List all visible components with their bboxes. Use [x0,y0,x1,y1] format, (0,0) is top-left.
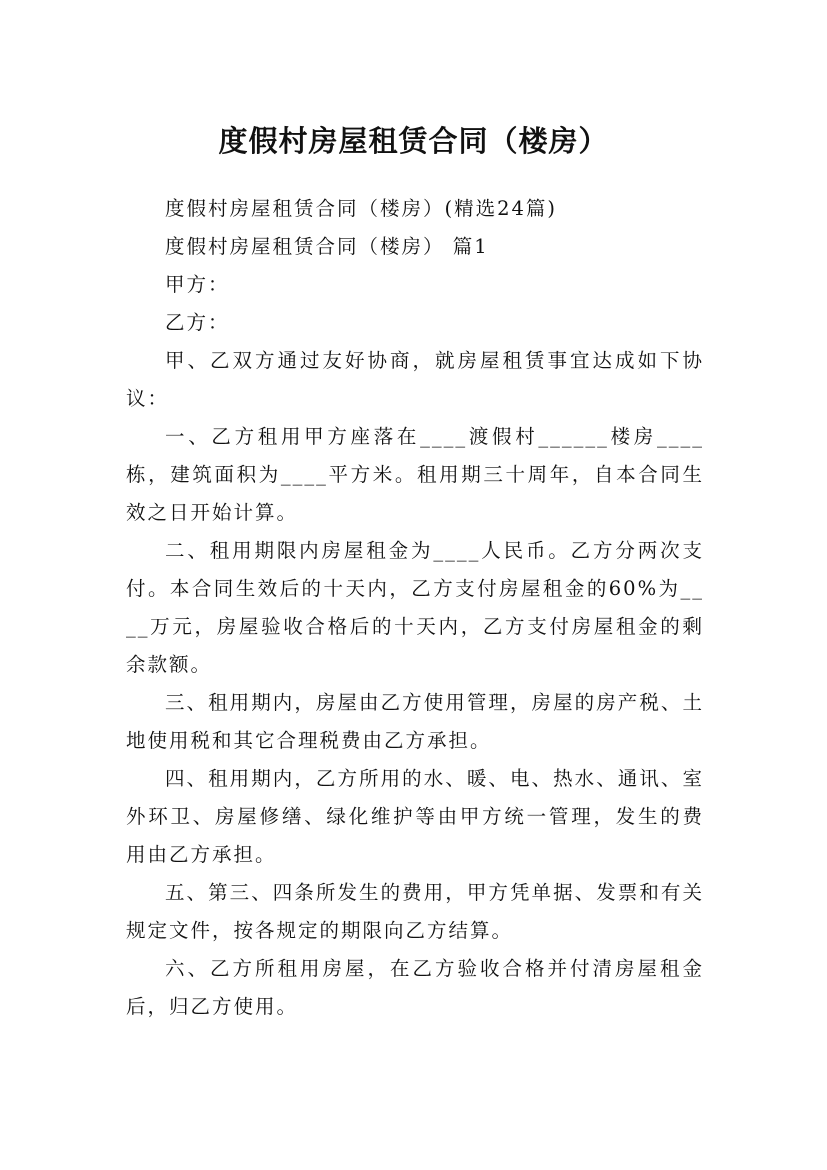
document-title: 度假村房屋租赁合同（楼房） [218,124,609,159]
clause-6: 六、乙方所租用房屋，在乙方验收合格并付清房屋租金后，归乙方使用。 [126,957,704,1018]
party-b-line: 乙方： [165,311,230,334]
clause-2: 二、租用期限内房屋租金为____人民币。乙方分两次支付。本合同生效后的十天内，乙方支付房屋租金的60%为____万元，房屋验收合格后的十天内，乙方支付房屋租金的剩余款额。 [126,539,704,676]
party-a-line: 甲方： [165,273,230,296]
document-body [126,190,704,1026]
clause-1: 一、乙方租用甲方座落在____渡假村______楼房____栋，建筑面积为____平方米。租用期三十周年，自本合同生效之日开始计算。 [126,425,704,524]
paragraph-heading: 度假村房屋租赁合同（楼房）(精选24篇) [165,197,558,220]
clause-5: 五、第三、四条所发生的费用，甲方凭单据、发票和有关规定文件，按各规定的期限向乙方结算。 [126,881,704,942]
paragraph-subheading: 度假村房屋租赁合同（楼房） 篇1 [165,235,489,258]
clause-3: 三、租用期内，房屋由乙方使用管理，房屋的房产税、土地使用税和其它合理税费由乙方承担。 [126,691,704,752]
clause-4: 四、租用期内，乙方所用的水、暖、电、热水、通讯、室外环卫、房屋修缮、绿化维护等由甲方统一管理，发生的费用由乙方承担。 [126,767,704,866]
paragraph-intro: 甲、乙双方通过友好协商，就房屋租赁事宜达成如下协议： [126,349,704,410]
